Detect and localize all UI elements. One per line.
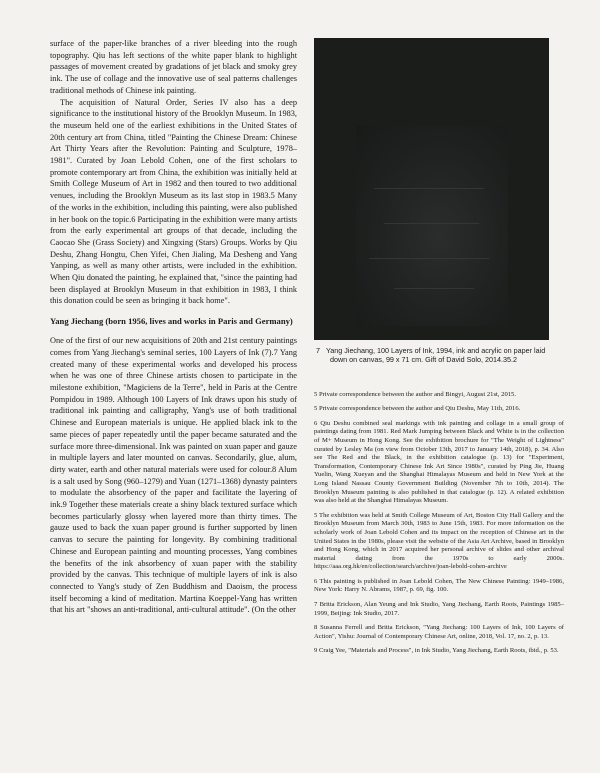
body-paragraph: surface of the paper-like branches of a river bleeding into the rough topography. Qiu has left sections of the white paper blank to highlight passages of movement created by gradations of jet black and smoky grey ink. The use of collage and the innovative use of seal patterns challenges traditional methods of Chinese ink painting. [50,39,297,95]
footnote: 7 Britta Erickson, Alan Yeung and Ink Studio, Yang Jiechang, Earth Roots, Paintings 1985–1999, Beijing: Ink Studio, 2017. [314,601,564,617]
footnote: 6 Qiu Deshu combined seal markings with ink painting and collage in a small group of paintings dating from 1981. Red Mark Jumping between Black and White is in the collection of M+ Museum in Hong Kong. See the exhibition brochure for "The Weight of Lightness" curated by Lesley Ma (on view from October 13th, 2017 to January 14th, 2018), p. 34. Also see The Red and the Black, in the exhibition catalogue (p. 13) for "Experiment, Transformation, Contemporary Chinese Ink Art Since 1980s", curated by Ping Jie, Huang Yuelin, Wang Xueyan and the Shanghai Himalayas Museum and held in New York at the Long Island Nassau County Government Building (November 7th to 10th, 2014). The Brooklyn Museum painting is also published in that catalogue (p. 12). A related exhibition was also held at the Shanghai Himalayas Museum. [314,419,564,505]
artwork-texture [369,258,489,259]
right-column [314,38,564,662]
section-heading: Yang Jiechang (born 1956, lives and works in Paris and Germany) [50,316,293,327]
artwork-texture [384,223,479,224]
footnote: 8 Susanna Ferrell and Britta Erickson, "Yang Jiechang: 100 Layers of Ink, 100 Layers of Action", Yishu: Journal of Contemporary Chinese Art, online, 2018, Vol. 17, no. 2, p. 13. [314,624,564,640]
figure-caption [316,346,564,365]
footnote: 5 Private correspondence between the author and Qiu Deshu, May 11th, 2016. [314,405,521,413]
artwork-texture [374,188,484,189]
figure-number: 7 [316,346,320,355]
footnotes [314,391,564,656]
body-paragraph: The acquisition of Natural Order, Series IV also has a deep significance to the institutional history of the Brooklyn Museum. In 1983, the museum held one of the earliest exhibitions in the United States of 20th century art from China, titled "Painting the Chinese Dream: Chinese Art Thirty Years after the Revolution: Painting and Sculpture, 1978–1981". Curated by Joan Lebold Cohen, one of the first scholars to promote contemporary art from China, the exhibition was initially held at Smith College Museum of Art in 1982 and then toured to two additional venues, including the Brooklyn Museum as its last stop in 1983.5 Many of the works in the exhibition, including this painting, were also published in her book on the topic.6 Participating in the exhibition were many artists from the early experimental art groups of that decade, including the Caocao She (Grass Society) and Xingxing (Stars) Groups. Works by Qiu Deshu, Zhang Hongtu, Chen Yifei, Chen Jialing, Ma Desheng and Yang Yanping, as well as many other artists, were included in the exhibition. When Qiu donated the painting, he explained that, "since the painting had been displayed at Brooklyn Museum in that exhibition in 1983, I think this donation could be seen as bringing it back home". [50,97,297,306]
figure-caption-text: Yang Jiechang, 100 Layers of Ink, 1994, ink and acrylic on paper laid down on canvas, 99 x 71 cm. Gift of David Solo, 2014.35.2 [326,346,546,365]
artwork-dark-field [356,126,508,326]
footnote: 6 This painting is published in Joan Lebold Cohen, The New Chinese Painting: 1949–1986, New York: Harry N. Abrams, 1987, p. 69, fig. 100. [314,577,564,594]
artwork-texture [394,288,474,289]
artwork-image [314,38,549,340]
left-column [50,38,297,616]
footnote: 5 Private correspondence between the author and Bingyi, August 21st, 2015. [314,390,516,398]
body-paragraph: One of the first of our new acquisitions of 20th and 21st century paintings comes from Yang Jiechang's seminal series, 100 Layers of Ink (7).7 Yang created many of these experimental works and developed his process when he was one of three Chinese artists chosen to participate in the milestone exhibition, "Magiciens de la Terre", held in Paris at the Centre Pompidou in 1989. Although 100 Layers of Ink draws upon his study of traditional ink painting and calligraphy, Yang's use of both traditional Chinese and European materials is unique. He applied black ink to the same pieces of paper repeatedly until the paper became saturated and the surface more three-dimensional. Ink was painted on xuan paper and gauze in multiple layers and later mounted on canvas. Secondarily, glue, alum, dirty water, earth and other natural materials were used for colour.8 Alum is a salt used by Song (960–1279) and Yuan (1271–1368) dynasty painters to modulate the absorbency of the paper and facilitate the layering of ink.9 Together these materials create a shiny black textured surface which becomes particularly glossy when layered more than thirty times. The gauze used to back the xuan paper ground is further supported by linen canvas to secure the painting for longevity. By combining traditional Chinese and European painting and mounting processes, Yang combines the benefits of the ink absorbency of xuan paper with the stability provided by the canvas. This technique of multiple layers of ink is also connected to Yang's study of Zen Buddhism and Daoism, the process itself becoming a kind of meditation. Martina Koeppel-Yang has written that his art "shows an anti-traditional, anti-cultural attitude". (On the other [50,336,297,615]
footnote: 9 Craig Yee, "Materials and Process", in Ink Studio, Yang Jiechang, Earth Roots, ibid., p. 53. [314,647,559,655]
footnote: 5 The exhibition was held at Smith College Museum of Art, Boston City Hall Gallery and the Brooklyn Museum from March 30th, 1983 to June 15th, 1983. For more information on the scholarly work of Joan Lebold Cohen and its impact on the reception of Chinese art in the United States in the 1980s, please visit the website of the Asia Art Archive, based in Brooklyn and Hong Kong, which in 2017 acquired her personal archive of slides and other archival material dating from the 1970s to early 2000s. https://aaa.org.hk/en/collection/search/archive/joan-lebold-cohen-archive [314,511,564,571]
